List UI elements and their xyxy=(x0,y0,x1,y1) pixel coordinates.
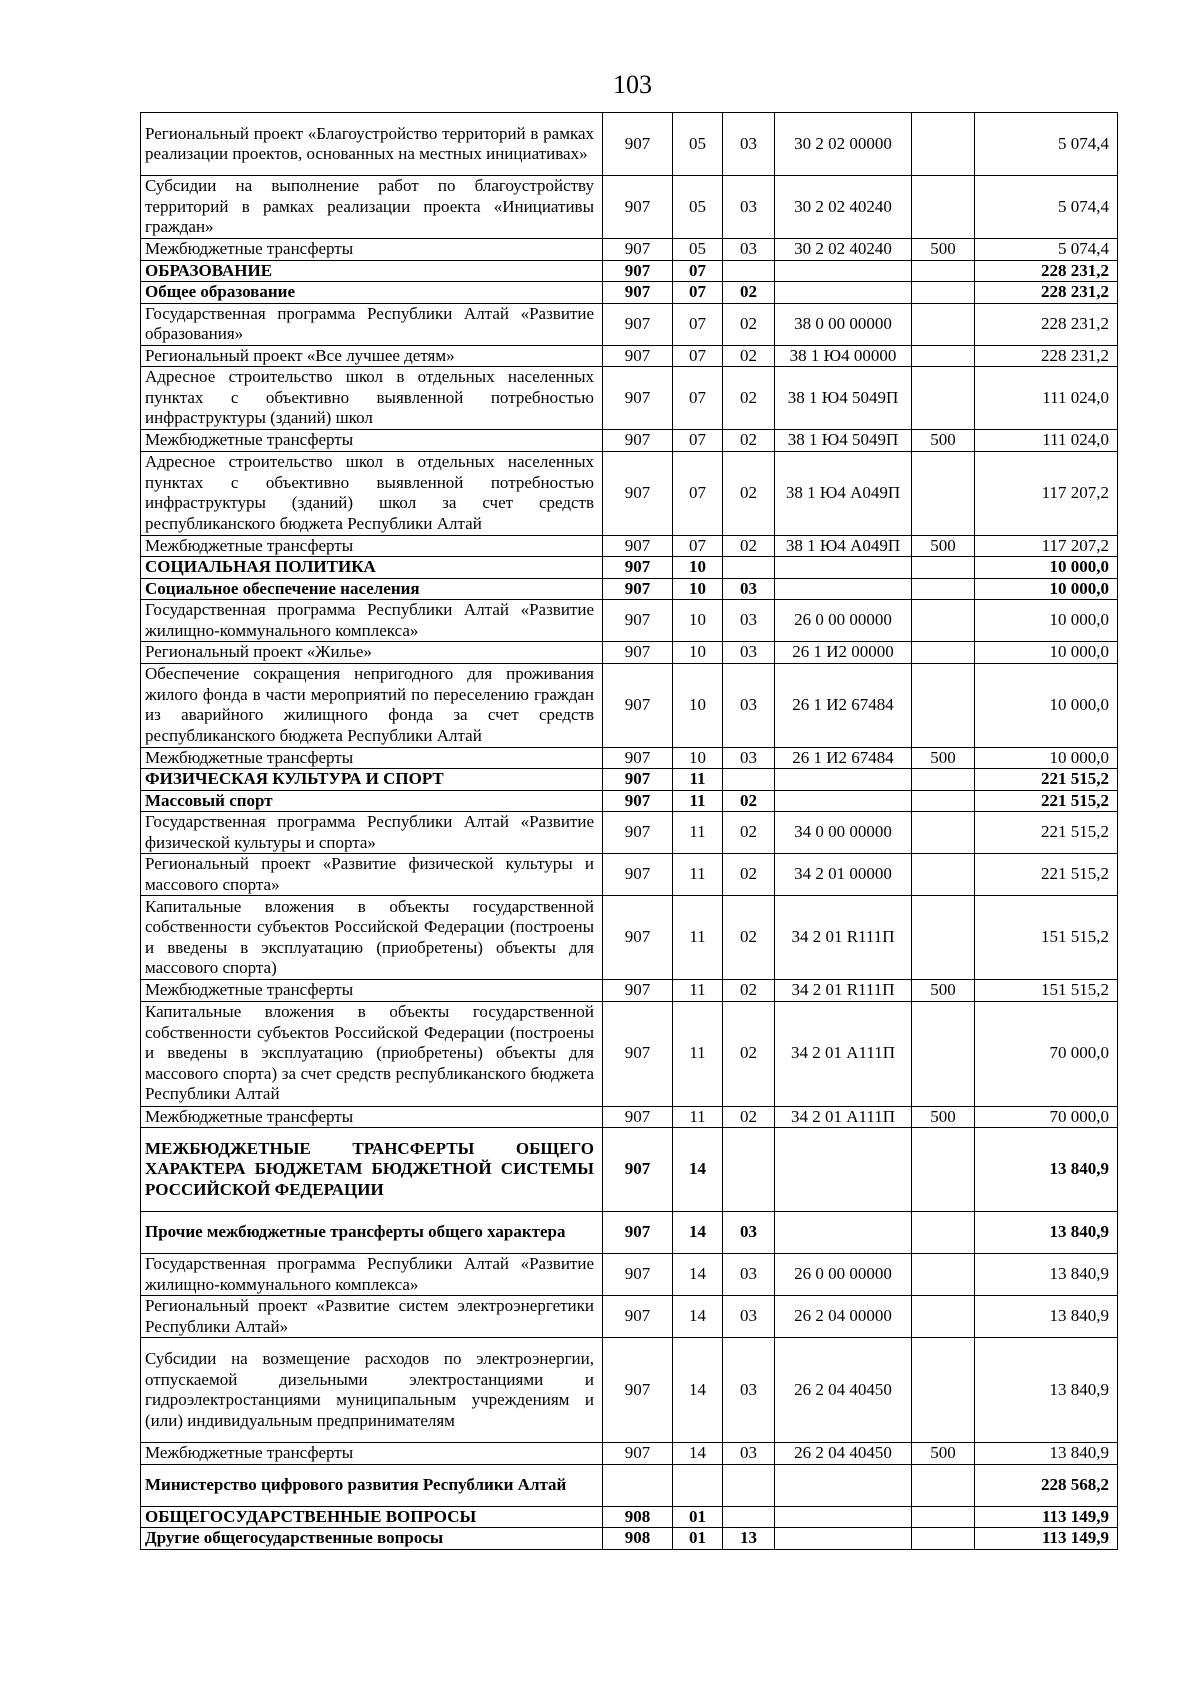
table-row xyxy=(141,260,1118,282)
cell-amount: 10 000,0 xyxy=(975,600,1118,642)
cell-subsection xyxy=(723,1464,775,1506)
cell-expense-type xyxy=(912,451,975,535)
table-row xyxy=(141,1212,1118,1254)
cell-expense-type: 500 xyxy=(912,239,975,261)
cell-expense-type xyxy=(912,260,975,282)
cell-grbs: 907 xyxy=(603,1106,673,1128)
cell-subsection xyxy=(723,557,775,579)
cell-target-article: 30 2 02 40240 xyxy=(775,176,912,239)
cell-grbs: 907 xyxy=(603,769,673,791)
cell-expense-type xyxy=(912,1528,975,1550)
cell-target-article: 26 2 04 40450 xyxy=(775,1443,912,1465)
cell-section: 11 xyxy=(673,980,723,1002)
cell-section: 07 xyxy=(673,303,723,345)
table-row xyxy=(141,1528,1118,1550)
cell-section: 10 xyxy=(673,600,723,642)
cell-target-article xyxy=(775,260,912,282)
cell-subsection: 02 xyxy=(723,812,775,854)
cell-amount: 13 840,9 xyxy=(975,1254,1118,1296)
cell-name: Другие общегосударственные вопросы xyxy=(141,1528,603,1550)
cell-amount: 113 149,9 xyxy=(975,1528,1118,1550)
cell-grbs: 908 xyxy=(603,1506,673,1528)
cell-section: 07 xyxy=(673,282,723,304)
cell-section: 07 xyxy=(673,451,723,535)
cell-grbs: 907 xyxy=(603,303,673,345)
cell-subsection: 02 xyxy=(723,790,775,812)
cell-amount: 5 074,4 xyxy=(975,113,1118,176)
cell-expense-type xyxy=(912,367,975,430)
cell-amount: 13 840,9 xyxy=(975,1443,1118,1465)
cell-name: Региональный проект «Жилье» xyxy=(141,642,603,664)
cell-grbs: 907 xyxy=(603,1254,673,1296)
cell-target-article: 38 1 Ю4 00000 xyxy=(775,345,912,367)
cell-section: 10 xyxy=(673,663,723,747)
table-row xyxy=(141,303,1118,345)
cell-grbs: 907 xyxy=(603,367,673,430)
table-row xyxy=(141,578,1118,600)
cell-name: Межбюджетные трансферты xyxy=(141,239,603,261)
table-row xyxy=(141,282,1118,304)
budget-table xyxy=(140,112,1118,1550)
table-row xyxy=(141,1254,1118,1296)
cell-name: ОБРАЗОВАНИЕ xyxy=(141,260,603,282)
cell-subsection: 03 xyxy=(723,176,775,239)
cell-subsection: 02 xyxy=(723,430,775,452)
cell-amount: 13 840,9 xyxy=(975,1212,1118,1254)
cell-amount: 221 515,2 xyxy=(975,790,1118,812)
cell-name: Государственная программа Республики Алтай «Развитие жилищно-коммунального комплекса» xyxy=(141,600,603,642)
cell-subsection: 02 xyxy=(723,896,775,980)
cell-expense-type xyxy=(912,1506,975,1528)
cell-expense-type xyxy=(912,345,975,367)
cell-grbs: 907 xyxy=(603,663,673,747)
cell-subsection: 02 xyxy=(723,367,775,430)
cell-section: 11 xyxy=(673,896,723,980)
cell-grbs: 907 xyxy=(603,1443,673,1465)
cell-expense-type: 500 xyxy=(912,747,975,769)
cell-section: 11 xyxy=(673,1106,723,1128)
cell-section: 01 xyxy=(673,1528,723,1550)
cell-name: Межбюджетные трансферты xyxy=(141,747,603,769)
cell-subsection: 02 xyxy=(723,282,775,304)
cell-name: Общее образование xyxy=(141,282,603,304)
cell-target-article: 26 2 04 00000 xyxy=(775,1296,912,1338)
cell-section: 07 xyxy=(673,260,723,282)
cell-section xyxy=(673,1464,723,1506)
cell-target-article xyxy=(775,557,912,579)
cell-section: 10 xyxy=(673,747,723,769)
table-row xyxy=(141,239,1118,261)
table-row xyxy=(141,535,1118,557)
cell-name: Массовый спорт xyxy=(141,790,603,812)
cell-target-article: 26 1 И2 00000 xyxy=(775,642,912,664)
cell-amount: 221 515,2 xyxy=(975,812,1118,854)
cell-name: Государственная программа Республики Алтай «Развитие физической культуры и спорта» xyxy=(141,812,603,854)
cell-expense-type: 500 xyxy=(912,980,975,1002)
cell-target-article: 34 0 00 00000 xyxy=(775,812,912,854)
cell-name: Межбюджетные трансферты xyxy=(141,980,603,1002)
cell-name: Субсидии на возмещение расходов по электроэнергии, отпускаемой дизельными электростанциями и гидроэлектростанциями муниципальным учреждениям и (или) индивидуальным предпринимателям xyxy=(141,1338,603,1443)
cell-expense-type xyxy=(912,896,975,980)
cell-subsection xyxy=(723,769,775,791)
cell-amount: 10 000,0 xyxy=(975,578,1118,600)
cell-subsection: 03 xyxy=(723,600,775,642)
cell-target-article xyxy=(775,769,912,791)
table-row xyxy=(141,896,1118,980)
table-row xyxy=(141,1338,1118,1443)
cell-amount: 151 515,2 xyxy=(975,980,1118,1002)
cell-expense-type xyxy=(912,1296,975,1338)
table-row xyxy=(141,747,1118,769)
cell-name: Региональный проект «Развитие физической культуры и массового спорта» xyxy=(141,854,603,896)
table-row xyxy=(141,600,1118,642)
cell-target-article xyxy=(775,282,912,304)
cell-name: Государственная программа Республики Алтай «Развитие образования» xyxy=(141,303,603,345)
cell-section: 14 xyxy=(673,1254,723,1296)
cell-target-article xyxy=(775,1212,912,1254)
cell-target-article: 26 2 04 40450 xyxy=(775,1338,912,1443)
cell-grbs: 907 xyxy=(603,812,673,854)
cell-name: Государственная программа Республики Алтай «Развитие жилищно-коммунального комплекса» xyxy=(141,1254,603,1296)
cell-subsection: 02 xyxy=(723,980,775,1002)
cell-target-article xyxy=(775,578,912,600)
cell-amount: 13 840,9 xyxy=(975,1296,1118,1338)
cell-section: 14 xyxy=(673,1296,723,1338)
cell-subsection: 03 xyxy=(723,1296,775,1338)
cell-target-article xyxy=(775,790,912,812)
table-row xyxy=(141,1443,1118,1465)
cell-target-article: 34 2 01 00000 xyxy=(775,854,912,896)
cell-amount: 113 149,9 xyxy=(975,1506,1118,1528)
cell-expense-type xyxy=(912,769,975,791)
cell-amount: 5 074,4 xyxy=(975,176,1118,239)
cell-expense-type: 500 xyxy=(912,430,975,452)
table-row xyxy=(141,451,1118,535)
cell-name: Капитальные вложения в объекты государственной собственности субъектов Российской Федерации (построены и введены в эксплуатацию (приобретены) объекты для массового спорта) xyxy=(141,896,603,980)
cell-grbs: 907 xyxy=(603,451,673,535)
cell-grbs: 907 xyxy=(603,282,673,304)
cell-section: 11 xyxy=(673,1001,723,1106)
cell-subsection: 03 xyxy=(723,1338,775,1443)
cell-subsection: 02 xyxy=(723,1001,775,1106)
table-row xyxy=(141,1464,1118,1506)
cell-amount: 117 207,2 xyxy=(975,451,1118,535)
cell-section: 05 xyxy=(673,239,723,261)
cell-name: Министерство цифрового развития Республики Алтай xyxy=(141,1464,603,1506)
cell-name: СОЦИАЛЬНАЯ ПОЛИТИКА xyxy=(141,557,603,579)
cell-expense-type xyxy=(912,1128,975,1212)
cell-expense-type xyxy=(912,1212,975,1254)
cell-grbs: 907 xyxy=(603,578,673,600)
cell-section: 14 xyxy=(673,1443,723,1465)
cell-section: 07 xyxy=(673,345,723,367)
cell-name: Адресное строительство школ в отдельных населенных пунктах с объективно выявленной потребностью инфраструктуры (зданий) школ xyxy=(141,367,603,430)
table-row xyxy=(141,176,1118,239)
cell-amount: 10 000,0 xyxy=(975,557,1118,579)
cell-section: 10 xyxy=(673,557,723,579)
cell-section: 11 xyxy=(673,854,723,896)
cell-grbs: 907 xyxy=(603,980,673,1002)
table-row xyxy=(141,1001,1118,1106)
cell-expense-type xyxy=(912,176,975,239)
cell-expense-type xyxy=(912,1254,975,1296)
cell-grbs: 908 xyxy=(603,1528,673,1550)
cell-section: 01 xyxy=(673,1506,723,1528)
cell-amount: 10 000,0 xyxy=(975,663,1118,747)
cell-grbs xyxy=(603,1464,673,1506)
cell-name: ФИЗИЧЕСКАЯ КУЛЬТУРА И СПОРТ xyxy=(141,769,603,791)
cell-expense-type xyxy=(912,790,975,812)
cell-expense-type xyxy=(912,854,975,896)
cell-target-article: 38 1 Ю4 5049П xyxy=(775,430,912,452)
cell-grbs: 907 xyxy=(603,113,673,176)
cell-subsection: 03 xyxy=(723,1443,775,1465)
cell-subsection: 02 xyxy=(723,451,775,535)
cell-name: Межбюджетные трансферты xyxy=(141,1443,603,1465)
cell-target-article xyxy=(775,1464,912,1506)
cell-target-article: 34 2 01 R111П xyxy=(775,896,912,980)
cell-amount: 70 000,0 xyxy=(975,1001,1118,1106)
cell-expense-type: 500 xyxy=(912,1443,975,1465)
cell-grbs: 907 xyxy=(603,557,673,579)
cell-amount: 70 000,0 xyxy=(975,1106,1118,1128)
cell-subsection xyxy=(723,1506,775,1528)
cell-grbs: 907 xyxy=(603,430,673,452)
cell-name: Межбюджетные трансферты xyxy=(141,535,603,557)
table-row xyxy=(141,113,1118,176)
cell-subsection xyxy=(723,1128,775,1212)
cell-grbs: 907 xyxy=(603,1338,673,1443)
cell-name: Межбюджетные трансферты xyxy=(141,430,603,452)
cell-target-article xyxy=(775,1528,912,1550)
cell-expense-type xyxy=(912,113,975,176)
cell-grbs: 907 xyxy=(603,747,673,769)
cell-subsection xyxy=(723,260,775,282)
cell-grbs: 907 xyxy=(603,1212,673,1254)
cell-expense-type xyxy=(912,642,975,664)
table-row xyxy=(141,769,1118,791)
cell-amount: 228 231,2 xyxy=(975,303,1118,345)
table-row xyxy=(141,1106,1118,1128)
cell-subsection: 03 xyxy=(723,663,775,747)
cell-target-article: 26 0 00 00000 xyxy=(775,600,912,642)
table-row xyxy=(141,1128,1118,1212)
cell-expense-type xyxy=(912,557,975,579)
cell-target-article: 34 2 01 А111П xyxy=(775,1106,912,1128)
page-number: 103 xyxy=(613,70,652,99)
cell-section: 14 xyxy=(673,1128,723,1212)
cell-expense-type: 500 xyxy=(912,535,975,557)
cell-grbs: 907 xyxy=(603,600,673,642)
cell-amount: 111 024,0 xyxy=(975,367,1118,430)
cell-section: 05 xyxy=(673,113,723,176)
table-row xyxy=(141,980,1118,1002)
cell-grbs: 907 xyxy=(603,642,673,664)
cell-expense-type xyxy=(912,578,975,600)
cell-amount: 13 840,9 xyxy=(975,1128,1118,1212)
cell-name: Региональный проект «Все лучшее детям» xyxy=(141,345,603,367)
cell-subsection: 02 xyxy=(723,303,775,345)
cell-target-article: 26 1 И2 67484 xyxy=(775,663,912,747)
cell-subsection: 03 xyxy=(723,747,775,769)
table-row xyxy=(141,854,1118,896)
cell-section: 14 xyxy=(673,1212,723,1254)
cell-subsection: 03 xyxy=(723,239,775,261)
cell-target-article xyxy=(775,1128,912,1212)
cell-name: Региональный проект «Благоустройство территорий в рамках реализации проектов, основанных на местных инициативах» xyxy=(141,113,603,176)
cell-target-article: 26 0 00 00000 xyxy=(775,1254,912,1296)
cell-subsection: 02 xyxy=(723,854,775,896)
cell-section: 07 xyxy=(673,430,723,452)
cell-name: Межбюджетные трансферты xyxy=(141,1106,603,1128)
table-row xyxy=(141,557,1118,579)
cell-expense-type xyxy=(912,303,975,345)
cell-subsection: 03 xyxy=(723,1212,775,1254)
cell-name: Региональный проект «Развитие систем электроэнергетики Республики Алтай» xyxy=(141,1296,603,1338)
cell-amount: 117 207,2 xyxy=(975,535,1118,557)
cell-amount: 228 231,2 xyxy=(975,345,1118,367)
cell-target-article: 34 2 01 А111П xyxy=(775,1001,912,1106)
cell-target-article: 26 1 И2 67484 xyxy=(775,747,912,769)
cell-expense-type xyxy=(912,600,975,642)
cell-grbs: 907 xyxy=(603,1296,673,1338)
cell-subsection: 02 xyxy=(723,535,775,557)
cell-name: Социальное обеспечение населения xyxy=(141,578,603,600)
cell-name: Адресное строительство школ в отдельных населенных пунктах с объективно выявленной потребностью инфраструктуры (зданий) школ за счет средств республиканского бюджета Республики Алтай xyxy=(141,451,603,535)
cell-target-article: 38 1 Ю4 А049П xyxy=(775,535,912,557)
cell-amount: 151 515,2 xyxy=(975,896,1118,980)
cell-section: 07 xyxy=(673,535,723,557)
cell-grbs: 907 xyxy=(603,239,673,261)
cell-section: 11 xyxy=(673,769,723,791)
cell-target-article: 38 1 Ю4 5049П xyxy=(775,367,912,430)
cell-amount: 228 231,2 xyxy=(975,260,1118,282)
cell-subsection: 02 xyxy=(723,345,775,367)
cell-grbs: 907 xyxy=(603,854,673,896)
table-row xyxy=(141,790,1118,812)
cell-grbs: 907 xyxy=(603,790,673,812)
cell-section: 11 xyxy=(673,790,723,812)
cell-target-article: 34 2 01 R111П xyxy=(775,980,912,1002)
cell-grbs: 907 xyxy=(603,176,673,239)
cell-subsection: 03 xyxy=(723,113,775,176)
cell-name: ОБЩЕГОСУДАРСТВЕННЫЕ ВОПРОСЫ xyxy=(141,1506,603,1528)
cell-expense-type xyxy=(912,812,975,854)
cell-subsection: 03 xyxy=(723,642,775,664)
cell-expense-type xyxy=(912,1001,975,1106)
cell-amount: 228 568,2 xyxy=(975,1464,1118,1506)
cell-section: 07 xyxy=(673,367,723,430)
cell-section: 10 xyxy=(673,578,723,600)
cell-section: 11 xyxy=(673,812,723,854)
cell-subsection: 13 xyxy=(723,1528,775,1550)
cell-amount: 221 515,2 xyxy=(975,769,1118,791)
cell-grbs: 907 xyxy=(603,535,673,557)
cell-amount: 13 840,9 xyxy=(975,1338,1118,1443)
cell-grbs: 907 xyxy=(603,1128,673,1212)
cell-expense-type: 500 xyxy=(912,1106,975,1128)
cell-target-article: 38 1 Ю4 А049П xyxy=(775,451,912,535)
table-row xyxy=(141,642,1118,664)
cell-amount: 10 000,0 xyxy=(975,642,1118,664)
cell-section: 14 xyxy=(673,1338,723,1443)
cell-target-article: 38 0 00 00000 xyxy=(775,303,912,345)
cell-expense-type xyxy=(912,1464,975,1506)
cell-amount: 10 000,0 xyxy=(975,747,1118,769)
cell-target-article xyxy=(775,1506,912,1528)
cell-subsection: 02 xyxy=(723,1106,775,1128)
cell-subsection: 03 xyxy=(723,1254,775,1296)
cell-amount: 5 074,4 xyxy=(975,239,1118,261)
cell-name: МЕЖБЮДЖЕТНЫЕ ТРАНСФЕРТЫ ОБЩЕГО ХАРАКТЕРА БЮДЖЕТАМ БЮДЖЕТНОЙ СИСТЕМЫ РОССИЙСКОЙ ФЕДЕРАЦИИ xyxy=(141,1128,603,1212)
cell-grbs: 907 xyxy=(603,345,673,367)
cell-subsection: 03 xyxy=(723,578,775,600)
table-row xyxy=(141,367,1118,430)
cell-name: Субсидии на выполнение работ по благоустройству территорий в рамках реализации проекта «Инициативы граждан» xyxy=(141,176,603,239)
cell-grbs: 907 xyxy=(603,896,673,980)
table-row xyxy=(141,1506,1118,1528)
cell-target-article: 30 2 02 40240 xyxy=(775,239,912,261)
cell-section: 05 xyxy=(673,176,723,239)
cell-amount: 228 231,2 xyxy=(975,282,1118,304)
cell-target-article: 30 2 02 00000 xyxy=(775,113,912,176)
cell-name: Прочие межбюджетные трансферты общего характера xyxy=(141,1212,603,1254)
table-row xyxy=(141,812,1118,854)
cell-name: Обеспечение сокращения непригодного для проживания жилого фонда в части мероприятий по переселению граждан из аварийного жилищного фонда за счет средств республиканского бюджета Республики Алтай xyxy=(141,663,603,747)
cell-section: 10 xyxy=(673,642,723,664)
cell-expense-type xyxy=(912,282,975,304)
cell-amount: 221 515,2 xyxy=(975,854,1118,896)
cell-grbs: 907 xyxy=(603,260,673,282)
cell-amount: 111 024,0 xyxy=(975,430,1118,452)
cell-grbs: 907 xyxy=(603,1001,673,1106)
cell-expense-type xyxy=(912,663,975,747)
cell-expense-type xyxy=(912,1338,975,1443)
table-row xyxy=(141,1296,1118,1338)
table-row xyxy=(141,430,1118,452)
cell-name: Капитальные вложения в объекты государственной собственности субъектов Российской Федерации (построены и введены в эксплуатацию (приобретены) объекты для массового спорта) за счет средств республиканского бюджета Республики Алтай xyxy=(141,1001,603,1106)
table-row xyxy=(141,345,1118,367)
table-row xyxy=(141,663,1118,747)
